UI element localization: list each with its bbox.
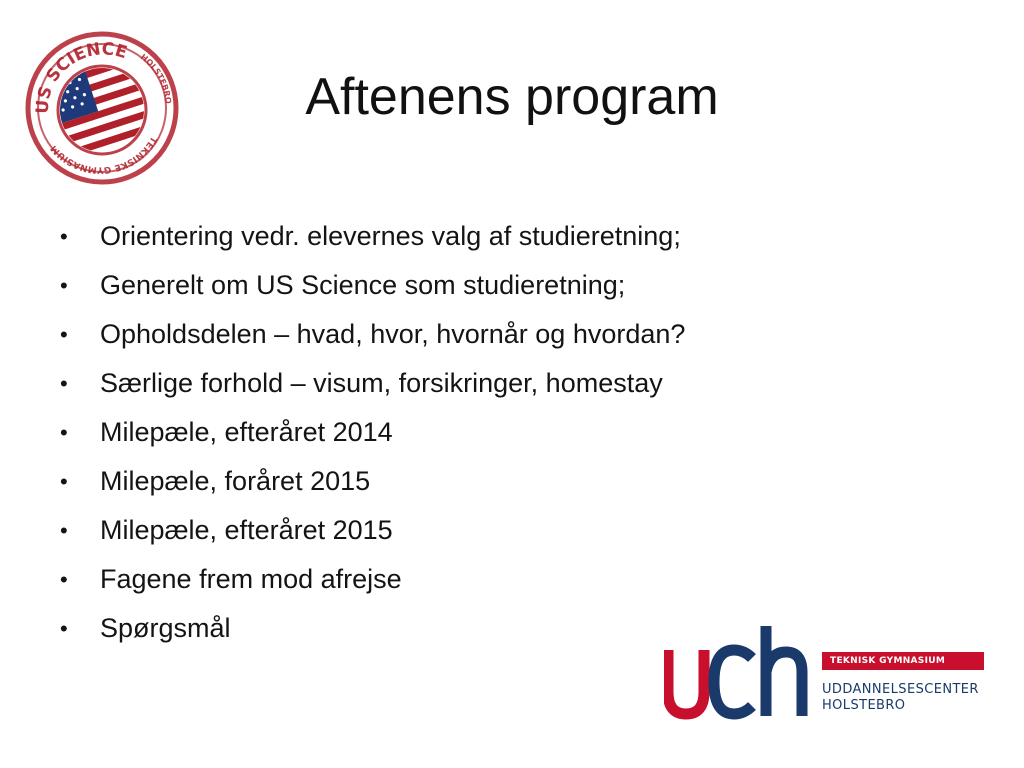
list-item-text: Opholdsdelen – hvad, hvor, hvornår og hvordan?: [100, 319, 686, 349]
slide-title: Aftenens program: [305, 68, 719, 126]
uch-name: [822, 682, 979, 714]
list-item-text: Fagene frem mod afrejse: [100, 564, 402, 594]
bullet-icon: •: [60, 224, 68, 249]
list-item-text: Milepæle, foråret 2015: [100, 466, 371, 496]
us-science-stamp-icon: [22, 28, 182, 188]
list-item: [58, 359, 818, 408]
list-item: [58, 261, 818, 310]
list-item-text: Generelt om US Science som studieretning;: [100, 270, 626, 300]
svg-text:US SCIENCE: US SCIENCE: [32, 39, 130, 115]
uch-logo-icon: [664, 622, 994, 722]
uch-letters-icon: [664, 622, 814, 722]
list-item: [58, 555, 818, 604]
list-item-text: Særlige forhold – visum, forsikringer, homestay: [100, 368, 663, 398]
list-item: [58, 212, 818, 261]
bullet-icon: •: [60, 518, 68, 543]
bullet-icon: •: [60, 273, 68, 298]
uch-name-line2: HOLSTEBRO: [822, 698, 906, 713]
bullet-icon: •: [60, 420, 68, 445]
bullet-icon: •: [60, 616, 68, 641]
bullet-icon: •: [60, 469, 68, 494]
list-item-text: Spørgsmål: [100, 613, 231, 643]
svg-text:TEKNISKE GYMNASIUM: TEKNISKE GYMNASIUM: [49, 134, 159, 175]
list-item-text: Orientering vedr. elevernes valg af studieretning;: [100, 221, 681, 251]
bullet-icon: •: [60, 371, 68, 396]
list-item-text: Milepæle, efteråret 2014: [100, 417, 393, 447]
list-item-text: Milepæle, efteråret 2015: [100, 515, 393, 545]
bullet-icon: •: [60, 322, 68, 347]
list-item: [58, 408, 818, 457]
list-item: [58, 457, 818, 506]
bullet-icon: •: [60, 567, 68, 592]
svg-text:HOLSTEBRO: HOLSTEBRO: [138, 52, 173, 105]
list-item: [58, 506, 818, 555]
agenda-list: [58, 212, 818, 653]
uch-name-line1: UDDANNELSESCENTER: [822, 682, 979, 697]
list-item: [58, 310, 818, 359]
uch-tag-label: TEKNISK GYMNASIUM: [822, 652, 984, 670]
